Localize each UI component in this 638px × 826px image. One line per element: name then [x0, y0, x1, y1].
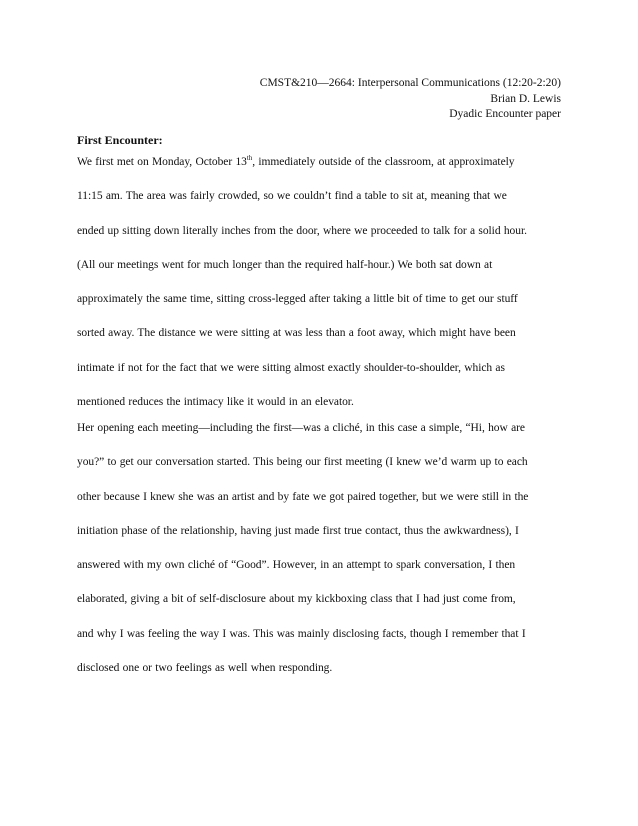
paragraph-line: answered with my own cliché of “Good”. However, in an attempt to spark conversation, I then [77, 559, 516, 572]
paragraph-line: you?” to get our conversation started. This being our first meeting (I knew we’d warm up to each [77, 456, 528, 469]
paragraph-line: initiation phase of the relationship, having just made first true contact, thus the awkwardness), I [77, 524, 519, 537]
paragraph-line: ended up sitting down literally inches from the door, where we proceeded to talk for a solid hour. [77, 224, 527, 237]
paragraph-first-encounter [77, 154, 577, 428]
paragraph-line: (All our meetings went for much longer than the required half-hour.) We both sat down at [77, 258, 493, 271]
paragraph-line: Her opening each meeting—including the first—was a cliché, in this case a simple, “Hi, how are [77, 422, 525, 434]
paragraph-line: mentioned reduces the intimacy like it would in an elevator. [77, 396, 354, 409]
paragraph-opening [77, 420, 577, 694]
line-text: We first met on Monday, October 13 [77, 156, 247, 168]
paragraph-line: other because I knew she was an artist and by fate we got paired together, but we were still in the [77, 490, 529, 503]
paragraph-line: elaborated, giving a bit of self-disclosure about my kickboxing class that I had just come from, [77, 593, 516, 606]
line-text: , immediately outside of the classroom, at approximately [252, 156, 515, 168]
paragraph-line: 11:15 am. The area was fairly crowded, so we couldn’t find a table to sit at, meaning that we [77, 190, 507, 203]
course-title: CMST&210—2664: Interpersonal Communications (12:20-2:20) [259, 77, 561, 89]
paragraph-line [77, 154, 577, 171]
document-header [260, 76, 561, 123]
paragraph-line: approximately the same time, sitting cross-legged after taking a little bit of time to get our stuff [77, 293, 518, 306]
ordinal-suffix: th [246, 154, 253, 162]
section-heading: First Encounter: [77, 133, 163, 147]
paragraph-line: disclosed one or two feelings as well when responding. [77, 662, 333, 675]
paper-title: Dyadic Encounter paper [449, 108, 561, 120]
paragraph-line: intimate if not for the fact that we were sitting almost exactly shoulder-to-shoulder, which as [77, 361, 505, 374]
paragraph-line: sorted away. The distance we were sitting at was less than a foot away, which might have been [77, 327, 516, 340]
paragraph-line: and why I was feeling the way I was. This was mainly disclosing facts, though I remember that I [77, 627, 526, 640]
author-name: Brian D. Lewis [490, 92, 561, 105]
